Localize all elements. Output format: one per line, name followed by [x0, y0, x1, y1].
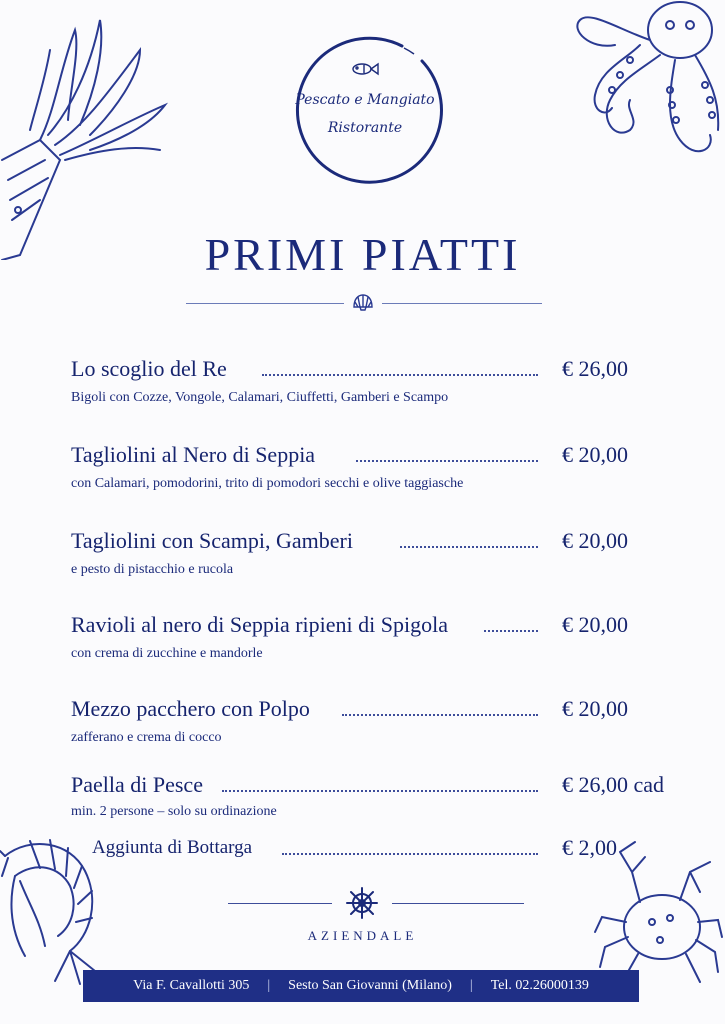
- menu-item-name: Lo scoglio del Re: [71, 356, 227, 381]
- leader-dots: [484, 630, 538, 632]
- footer-separator: |: [267, 978, 271, 993]
- shell-icon: [352, 293, 374, 316]
- restaurant-logo: [282, 26, 448, 192]
- menu-item-description: min. 2 persone – solo su ordinazione: [71, 804, 277, 819]
- menu-item-name: Mezzo pacchero con Polpo: [71, 696, 310, 721]
- logo-line-1: Pescato e Mangiato: [295, 92, 435, 108]
- footer-bar: [83, 970, 639, 1002]
- menu-item-price: € 20,00: [562, 696, 628, 721]
- menu-item-description: Bigoli con Cozze, Vongole, Calamari, Ciuffetti, Gamberi e Scampo: [71, 390, 449, 405]
- extra-item-name: Aggiunta di Bottarga: [92, 837, 253, 858]
- leader-dots: [282, 853, 538, 855]
- menu-item-name: Ravioli al nero di Seppia ripieni di Spigola: [71, 612, 448, 637]
- menu-item-name: Tagliolini al Nero di Seppia: [71, 442, 316, 467]
- menu-item-description: e pesto di pistacchio e rucola: [71, 562, 234, 577]
- menu-item-price: € 26,00 cad: [562, 772, 665, 797]
- footer-address: Via F. Cavallotti 305: [133, 978, 250, 993]
- leader-dots: [222, 790, 538, 792]
- octopus-illustration: [570, 0, 725, 165]
- logo-line-2: Ristorante: [327, 120, 403, 136]
- leader-dots: [262, 374, 538, 376]
- title-rule-left: [186, 303, 344, 304]
- footer-separator: |: [469, 978, 473, 993]
- leader-dots: [400, 546, 538, 548]
- title-rule-right: [382, 303, 542, 304]
- leader-dots: [356, 460, 538, 462]
- squid-illustration: [0, 10, 175, 260]
- ship-wheel-icon: [345, 886, 379, 925]
- menu-item-price: € 20,00: [562, 442, 628, 467]
- menu-item-description: con Calamari, pomodorini, trito di pomodori secchi e olive taggiasche: [71, 476, 464, 491]
- menu-item-price: € 26,00: [562, 356, 628, 381]
- menu-item-name: Paella di Pesce: [71, 772, 203, 797]
- menu-item-name: Tagliolini con Scampi, Gamberi: [71, 528, 353, 553]
- footer-phone[interactable]: Tel. 02.26000139: [490, 978, 589, 993]
- menu-item-price: € 20,00: [562, 612, 628, 637]
- crab-illustration: [590, 832, 725, 992]
- brand-label: AZIENDALE: [307, 928, 418, 943]
- extra-item-price: € 2,00: [562, 835, 617, 860]
- fish-icon: [350, 62, 380, 76]
- page-title: PRIMI PIATTI: [204, 229, 521, 280]
- menu-item-description: con crema di zucchine e mandorle: [71, 646, 263, 661]
- footer-city: Sesto San Giovanni (Milano): [288, 978, 452, 993]
- shrimp-illustration: [0, 836, 115, 986]
- leader-dots: [342, 714, 538, 716]
- wheel-rule-right: [392, 903, 524, 904]
- menu-item-description: zafferano e crema di cocco: [71, 730, 222, 745]
- menu-item-price: € 20,00: [562, 528, 628, 553]
- wheel-rule-left: [228, 903, 332, 904]
